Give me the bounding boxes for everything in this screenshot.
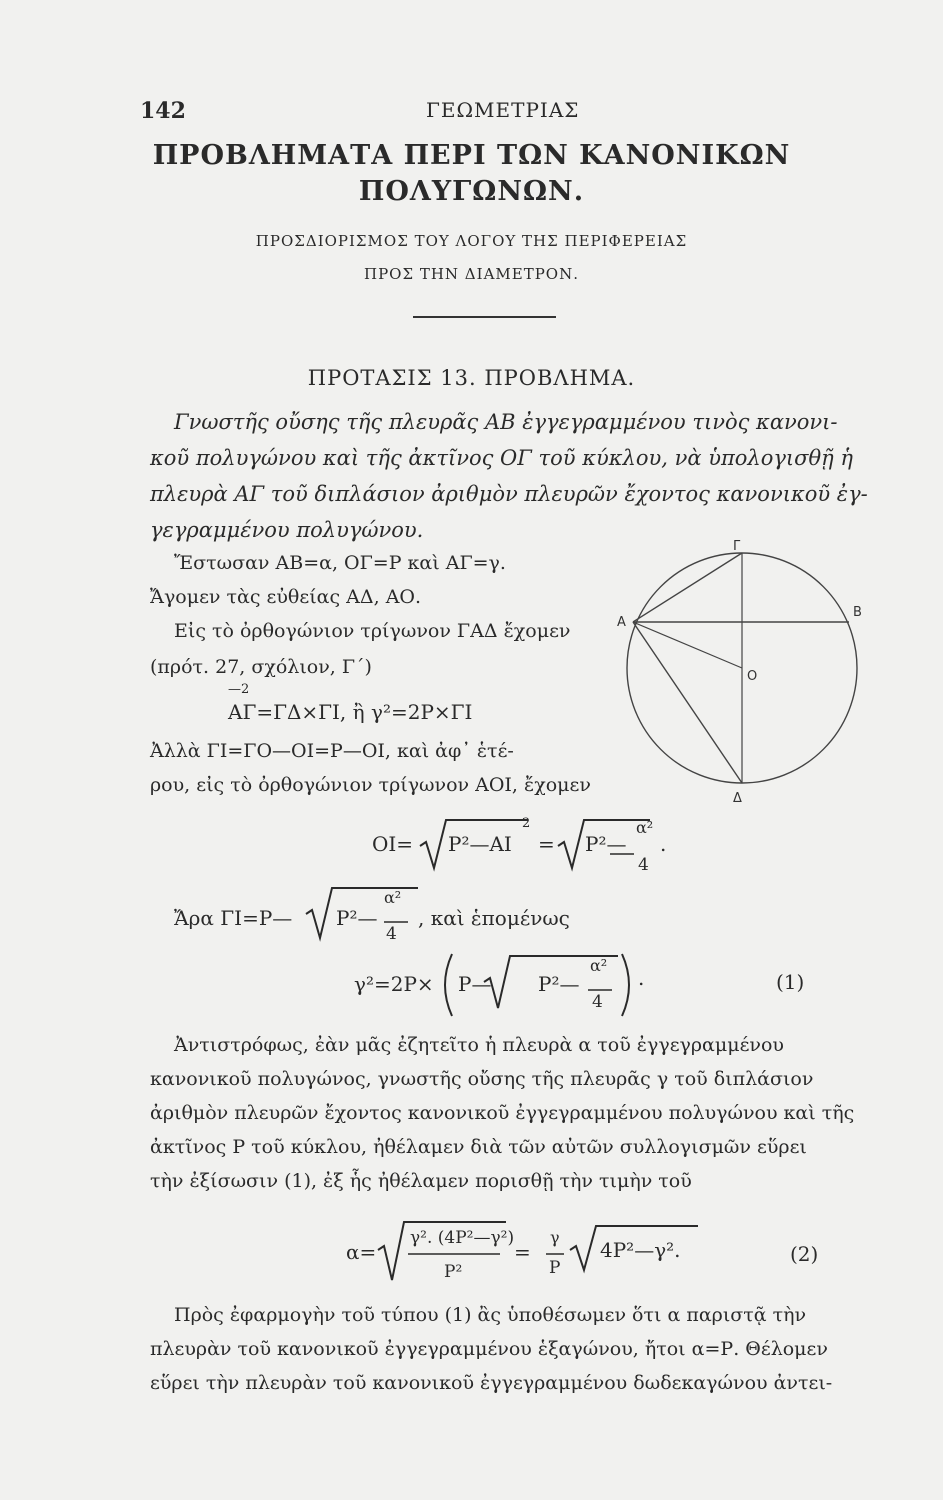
body-line: κανονικοῦ πολυγώνος, γνωστῆς οὔσης τῆς πλευρᾶς γ τοῦ διπλάσιον [150,1068,814,1090]
eq5-radicand: 4Ρ²—γ². [600,1238,681,1262]
eq5-fraction-den: Ρ [549,1258,561,1278]
label-d: Δ [733,791,742,806]
chapter-title-line1: ΠΡΟΒΛΗΜΑΤΑ ΠΕΡΙ ΤΩΝ ΚΑΝΟΝΙΚΩΝ [152,140,791,171]
eq4-period: . [638,966,645,990]
eq2-superscript: 2 [522,816,531,831]
proof-line: Ἔστωσαν ΑΒ=α, ΟΓ=Ρ καὶ ΑΓ=γ. [174,552,506,574]
eq4-radicand: Ρ²— [538,972,580,996]
chapter-title-line2: ΠΟΛΥΓΩΝΩΝ. [358,176,585,207]
statement-line: κοῦ πολυγώνου καὶ τῆς ἀκτῖνος ΟΓ τοῦ κύκλου, νὰ ὑπολογισθῇ ἡ [150,446,853,470]
section-divider [413,316,556,318]
statement-line: πλευρὰ ΑΓ τοῦ διπλάσιον ἀριθμὸν πλευρῶν ἔχοντος κανονικοῦ ἐγ- [150,482,868,506]
eq2-equals: = [538,832,555,856]
eq5-numerator: γ². (4Ρ²—γ²) [410,1228,515,1248]
eq2-denominator: 4 [638,855,649,875]
eq2-period: . [660,832,667,856]
body-line: Ἀντιστρόφως, ἐὰν μᾶς ἐζητεῖτο ἡ πλευρὰ α τοῦ ἐγγεγραμμένου [174,1034,784,1056]
eq2-radicand2: Ρ²— [585,832,627,856]
body-line: ἀκτῖνος Ρ τοῦ κύκλου, ἠθέλαμεν διὰ τῶν αὐτῶν συλλογισμῶν εὕρει [150,1136,807,1158]
eq3-tail: , καὶ ἑπομένως [418,906,570,930]
eq3-denominator: 4 [386,924,397,944]
body-line: εὕρει τὴν πλευρὰν τοῦ κανονικοῦ ἐγγεγραμμένου δωδεκαγώνου ἀντει- [150,1372,833,1394]
eq3-numerator: α² [384,888,402,907]
segment-ag [633,553,742,622]
proof-line: Ἄγομεν τὰς εὐθείας ΑΔ, ΑΟ. [150,586,422,608]
equation-number-1: (1) [776,970,805,994]
geometry-figure [605,539,865,806]
eq5-equals: = [514,1240,531,1264]
eq4-denominator: 4 [592,992,603,1012]
eq5-denominator: Ρ² [444,1262,463,1282]
eq2-radicand1: Ρ²—ΑΙ [448,832,512,856]
proof-line: ρου, εἰς τὸ ὀρθογώνιον τρίγωνον ΑΟΙ, ἔχομεν [150,774,591,796]
eq4-numerator: α² [590,956,608,975]
eq4-inner: Ρ— [458,972,492,996]
eq5-lhs: α= [346,1240,377,1264]
chapter-subtitle-line1: ΠΡΟΣΔΙΟΡΙΣΜΟΣ ΤΟΥ ΛΟΓΟΥ ΤΗΣ ΠΕΡΙΦΕΡΕΙΑΣ [255,232,688,250]
body-line: ἀριθμὸν πλευρῶν ἔχοντος κανονικοῦ ἐγγεγραμμένου πολυγώνου καὶ τῆς [150,1102,855,1124]
body-line: Πρὸς ἐφαρμογὴν τοῦ τύπου (1) ἂς ὑποθέσωμεν ὅτι α παριστᾷ τὴν [174,1304,807,1326]
label-o: Ο [747,669,758,684]
proof-line: Εἰς τὸ ὀρθογώνιον τρίγωνον ΓΑΔ ἔχομεν [174,620,571,642]
body-line: τὴν ἐξίσωσιν (1), ἐξ ἧς ἠθέλαμεν πορισθῇ τὴν τιμὴν τοῦ [150,1170,692,1192]
eq2-numerator: α² [636,818,654,837]
proposition-heading: ΠΡΟΤΑΣΙΣ 13. ΠΡΟΒΛΗΜΑ. [307,366,636,390]
label-a: Α [617,615,626,630]
chapter-subtitle-line2: ΠΡΟΣ ΤΗΝ ΔΙΑΜΕΤΡΟΝ. [363,265,579,283]
page-number: 142 [140,98,186,124]
proof-line: Ἀλλὰ ΓΙ=ΓΟ—ΟΙ=Ρ—ΟΙ, καὶ ἀφ᾽ ἑτέ- [150,740,514,762]
eq3-lead: Ἄρα ΓΙ=Ρ— [174,906,293,930]
label-g: Γ [733,539,741,554]
equation-1: ΑΓ=ΓΔ×ΓΙ, ἢ γ²=2Ρ×ΓΙ [228,700,473,724]
segment-ad [633,622,742,783]
equation-number-2: (2) [790,1242,819,1266]
eq3-radicand: Ρ²— [336,906,378,930]
running-head: ΓΕΩΜΕΤΡΙΑΣ [426,98,580,122]
statement-line: γεγραμμένου πολυγώνου. [150,518,424,542]
body-line: πλευρὰν τοῦ κανονικοῦ ἐγγεγραμμένου ἑξαγώνου, ἤτοι α=Ρ. Θέλομεν [150,1338,828,1360]
proof-line: (πρότ. 27, σχόλιον, Γ΄) [150,656,372,678]
eq2-lhs: ΟΙ= [372,832,414,856]
eq5-fraction-num: γ [550,1228,560,1247]
eq4-lhs: γ²=2Ρ× [354,972,434,996]
statement-line: Γνωστῆς οὔσης τῆς πλευρᾶς ΑΒ ἐγγεγραμμένου τινὸς κανονι- [174,410,838,434]
label-b: Β [853,605,862,620]
eq1-bar-label: —2 [228,682,250,697]
